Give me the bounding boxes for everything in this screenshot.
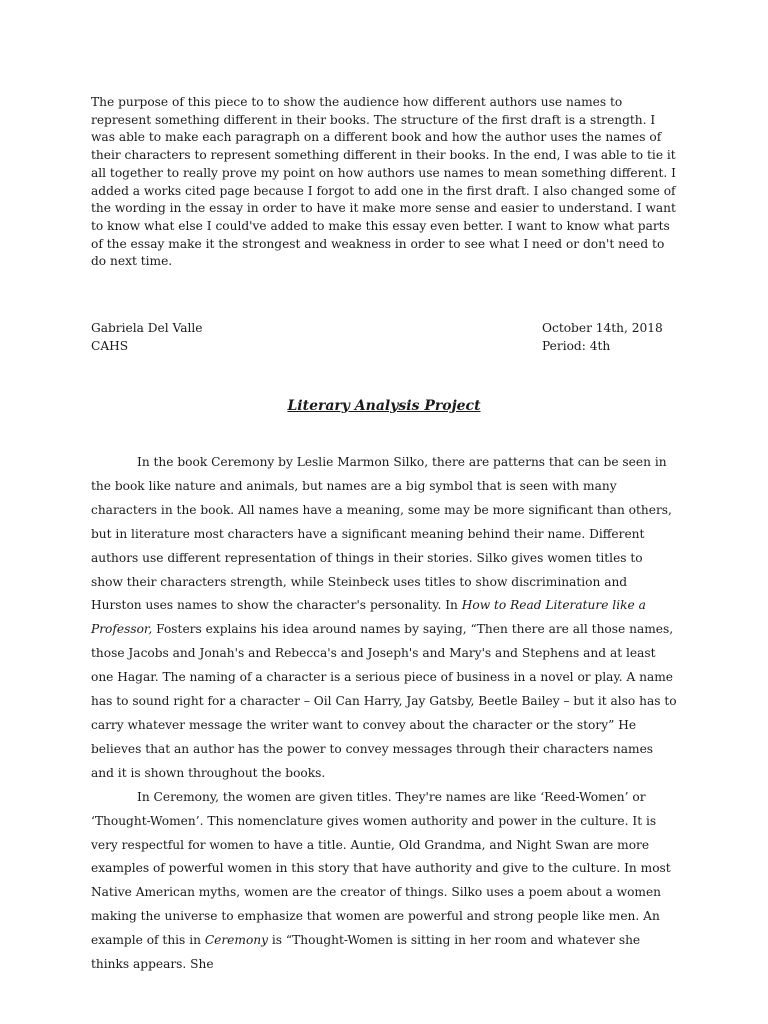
essay-body <box>91 451 677 977</box>
paragraph-1-text-b: Fosters explains his idea around names by saying, “Then there are all those names, those Jacobs and Jonah's and Rebecca's and Joseph's and Mary's and Stephens and at least one Hagar. The naming of a character is a serious piece of business in a novel or play. A name has to sound right for a character – Oil Can Harry, Jay Gatsby, Beetle Bailey – but it also has to carry whatever message the writer want to convey about the character or the story” He believes that an author has the power to convey messages through their characters names and it is shown throughout the books. <box>91 622 677 780</box>
book-title-how-to-read: How to Read Literature like a Professor, <box>91 598 646 637</box>
paragraph-1-text-a: In the book Ceremony by Leslie Marmon Silko, there are patterns that can be seen in the book like nature and animals, but names are a big symbol that is seen with many characters in the book. All names have a meaning, some may be more significant than others, but in literature most characters have a significant meaning behind their name. Different authors use different representation of things in their stories. Silko gives women titles to show their characters strength, while Steinbeck uses titles to show discrimination and Hurston uses names to show the character's personality. In <box>91 455 672 613</box>
book-title-ceremony: Ceremony <box>204 933 269 948</box>
date-text: October 14th, 2018 <box>542 321 663 335</box>
paragraph-2-text-a: In Ceremony, the women are given titles. They're names are like ‘Reed-Women’ or ‘Thought-Women’. This nomenclature gives women authority and power in the culture. It is very respectful for women to have a title. Auntie, Old Grandma, and Night Swan are more examples of powerful women in this story that have authority and give to the culture. In most Native American myths, women are the creator of things. Silko uses a poem about a women making the universe to emphasize that women are powerful and strong people like men. An example of this in <box>91 789 671 948</box>
essay-title: Literary Analysis Project <box>287 398 481 414</box>
essay-paragraph-2 <box>91 786 677 977</box>
essay-paragraph-1 <box>91 451 677 786</box>
author-name: Gabriela Del Valle <box>91 321 203 335</box>
reflection-paragraph: The purpose of this piece to to show the audience how different authors use names to represent something different in their books. The structure of the first draft is a strength. I was able to make each paragraph on a different book and how the author uses the names of their characters to represent something different in their books. In the end, I was able to tie it all together to really prove my point on how authors use names to mean something different. I added a works cited page because I forgot to add one in the first draft. I also changed some of the wording in the essay in order to have it make more sense and easier to understand. I want to know what else I could've added to make this essay even better. I want to know what parts of the essay make it the strongest and weakness in order to see what I need or don't need to do next time. <box>91 95 676 269</box>
date-block <box>542 320 663 355</box>
paragraph-2-text-b: is “Thought-Women is sitting in her room and whatever she thinks appears. She <box>91 933 641 972</box>
period-text: Period: 4th <box>542 338 611 353</box>
author-block <box>91 320 203 355</box>
school-name: CAHS <box>91 338 129 353</box>
